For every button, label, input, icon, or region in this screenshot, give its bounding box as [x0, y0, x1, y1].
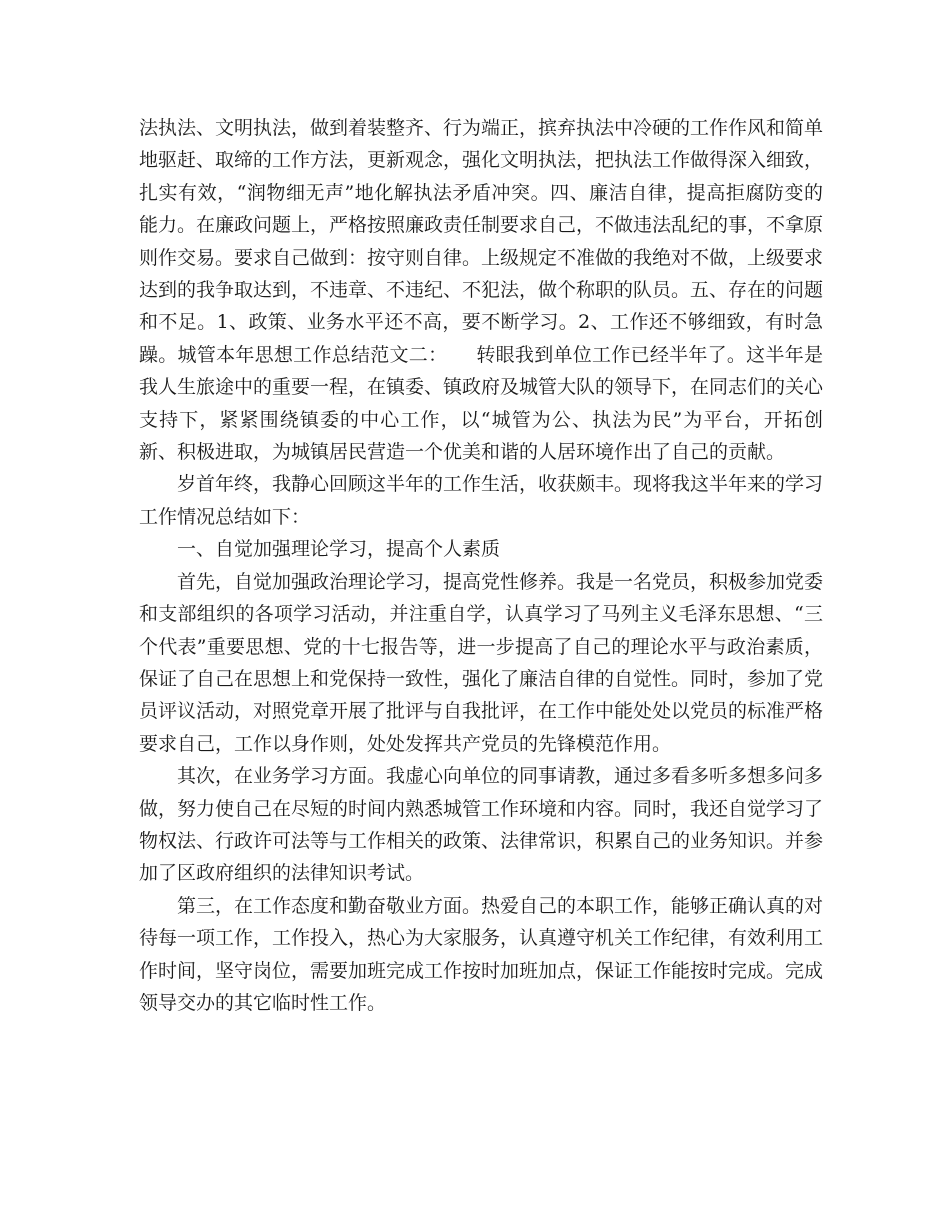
paragraph: 其次，在业务学习方面。我虚心向单位的同事请教，通过多看多听多想多问多做，努力使自己在尽短的时间内熟悉城管工作环境和内容。同时，我还自觉学习了物权法、行政许可法等与工作相关的政策、法律常识，积累自己的业务知识。并参加了区政府组织的法律知识考试。 [139, 765, 824, 885]
section-heading: 一、自觉加强理论学习，提高个人素质 [177, 538, 501, 561]
document-body [139, 112, 823, 1019]
paragraph: 第三，在工作态度和勤奋敬业方面。热爱自己的本职工作，能够正确认真的对待每一项工作，工作投入，热心为大家服务，认真遵守机关工作纪律，有效利用工作时间，坚守岗位，需要加班完成工作按时加班加点，保证工作能按时完成。完成领导交办的其它临时性工作。 [139, 894, 824, 1014]
paragraph: 法执法、文明执法，做到着装整齐、行为端正，摈弃执法中冷硬的工作作风和简单地驱赶、取缔的工作方法，更新观念，强化文明执法，把执法工作做得深入细致，扎实有效，“润物细无声”地化解执法矛盾冲突。四、廉洁自律，提高拒腐防变的能力。在廉政问题上，严格按照廉政责任制要求自己，不做违法乱纪的事，不拿原则作交易。要求自己做到：按守则自律。上级规定不准做的我绝对不做，上级要求达到的我争取达到，不违章、不违纪、不犯法，做个称职的队员。五、存在的问题和不足。1、政策、业务水平还不高，要不断学习。2、工作还不够细致，有时急躁。城管本年思想工作总结范文二： 转眼我到单位工作已经半年了。这半年是我人生旅途中的重要一程，在镇委、镇政府及城管大队的领导下，在同志们的关心支持下，紧紧围绕镇委的中心工作，以“城管为公、执法为民”为平台，开拓创新、积极进取，为城镇居民营造一个优美和谐的人居环境作出了自己的贡献。 [139, 117, 824, 464]
paragraph: 岁首年终，我静心回顾这半年的工作生活，收获颇丰。现将我这半年来的学习工作情况总结如下： [139, 473, 824, 528]
paragraph: 首先，自觉加强政治理论学习，提高党性修养。我是一名党员，积极参加党委和支部组织的各项学习活动，并注重自学，认真学习了马列主义毛泽东思想、“三个代表”重要思想、党的十七报告等，进一步提高了自己的理论水平与政治素质，保证了自己在思想上和党保持一致性，强化了廉洁自律的自觉性。同时，参加了党员评议活动，对照党章开展了批评与自我批评，在工作中能处处以党员的标准严格要求自己，工作以身作则，处处发挥共产党员的先锋模范作用。 [139, 570, 824, 755]
